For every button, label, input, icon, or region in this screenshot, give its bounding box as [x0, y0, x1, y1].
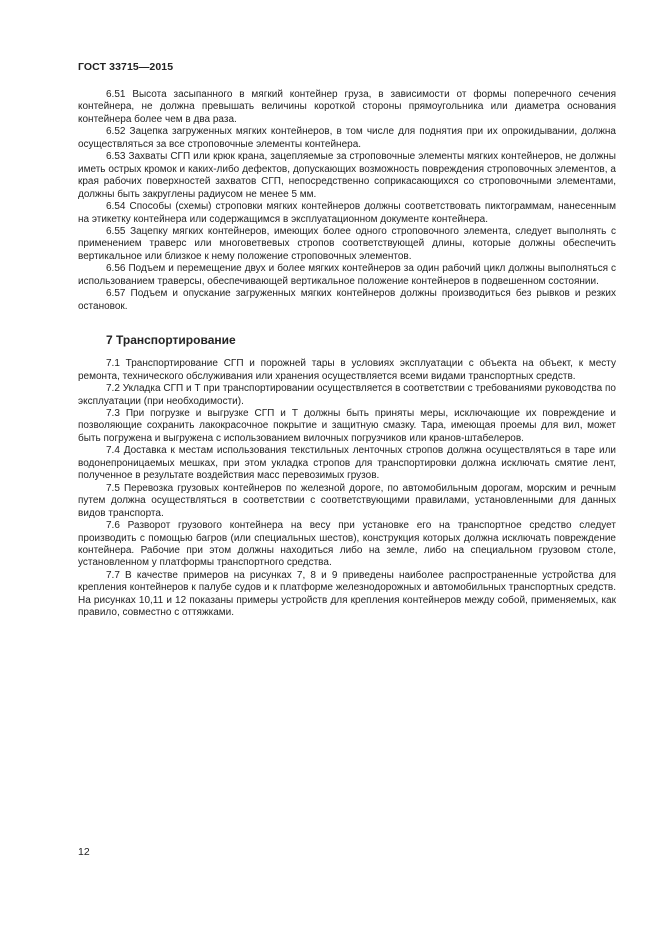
section-heading: 7 Транспортирование: [106, 333, 236, 348]
paragraph-7-3: 7.3 При погрузке и выгрузке СГП и Т должны быть приняты меры, исключающие их повреждение и позволяющие сохранить лакокрасочное покрытие и защитную смазку. Тара, имеющая проемы для вил, может быть погружена и выгружена с использованием вилочных погрузчиков или кранов-штабелеров.: [78, 407, 616, 444]
paragraph-6-53: 6.53 Захваты СГП или крюк крана, зацепляемые за строповочные элементы мягких контейнеров, не должны иметь острых кромок и каких-либо дефектов, допускающих возможность повреждения строповочных элементов, а края рабочих поверхностей захватов СГП, непосредственно соприкасающихся со строповочными элементами, должны быть закруглены радиусом не менее 5 мм.: [78, 151, 616, 200]
paragraph-7-5: 7.5 Перевозка грузовых контейнеров по железной дороге, по автомобильным дорогам, морским и речным путем должна осуществляться в соответствии с соответствующими правилами, установленными для данных видов транспорта.: [78, 482, 616, 519]
paragraph-6-57: 6.57 Подъем и опускание загруженных мягких контейнеров должны производиться без рывков и резких остановок.: [78, 288, 616, 312]
paragraph-6-56: 6.56 Подъем и перемещение двух и более мягких контейнеров за один рабочий цикл должны выполняться с использованием траверсы, обеспечивающей вертикальное положение контейнеров в подвешенном состоянии.: [78, 263, 616, 287]
paragraph-7-7: 7.7 В качестве примеров на рисунках 7, 8 и 9 приведены наиболее распространенные устройства для крепления контейнеров к палубе судов и к платформе железнодорожных и автомобильных транспортных средств. На рисунках 10,11 и 12 показаны примеры устройств для крепления контейнеров между собой, применяемых, как правило, совместно с оттяжками.: [78, 569, 616, 619]
paragraph-6-51: 6.51 Высота засыпанного в мягкий контейнер груза, в зависимости от формы поперечного сечения контейнера, не должна превышать величины короткой стороны прямоугольника или диаметра основания контейнера более чем в два раза.: [78, 89, 616, 125]
page-number: 12: [78, 846, 90, 858]
paragraph-7-1: 7.1 Транспортирование СГП и порожней тары в условиях эксплуатации с объекта на объект, к месту ремонта, технического обслуживания или хранения осуществляется всеми видами транспортных средств.: [78, 358, 616, 382]
paragraph-7-2: 7.2 Укладка СГП и Т при транспортировании осуществляется в соответствии с требованиями руководства по эксплуатации (при необходимости).: [78, 383, 616, 407]
page-content: [78, 89, 616, 620]
paragraph-7-6: 7.6 Разворот грузового контейнера на весу при установке его на транспортное средство следует производить с помощью багров (или специальных шестов), конструкция которых должна исключать повреждение контейнера. Рабочие при этом должны находиться либо на земле, либо на специальном грузовом столе, установленном у платформы транспортного средства.: [78, 520, 616, 569]
paragraph-6-54: 6.54 Способы (схемы) строповки мягких контейнеров должны соответствовать пиктограммам, нанесенным на этикетку контейнера или содержащимся в эксплуатационном документе контейнера.: [78, 201, 616, 225]
paragraph-6-52: 6.52 Зацепка загруженных мягких контейнеров, в том числе для поднятия при их опрокидывании, должна осуществляться за все строповочные элементы контейнера.: [78, 126, 616, 150]
paragraph-7-4: 7.4 Доставка к местам использования текстильных ленточных стропов должна осуществляться в таре или водонепроницаемых мешках, при этом укладка стропов для транспортировки должна исключать смятие лент, полученное в результате воздействия масс перевозимых грузов.: [78, 445, 616, 482]
paragraph-6-55: 6.55 Зацепку мягких контейнеров, имеющих более одного строповочного элемента, следует выполнять с применением траверс или многоветвевых стропов соответствующей длины, которые должны обеспечить вертикальное или близкое к нему положение строповочных элементов.: [78, 225, 616, 262]
document-header: ГОСТ 33715—2015: [78, 61, 174, 73]
